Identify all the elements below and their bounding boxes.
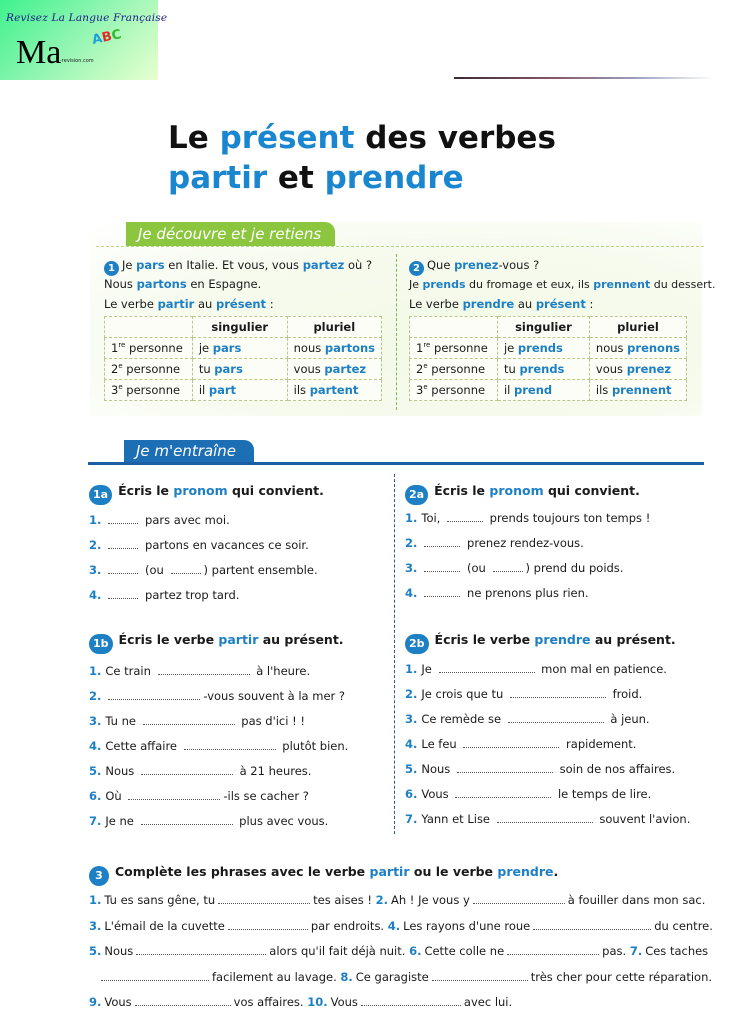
practice-rule <box>88 462 704 465</box>
exercise-1a-list <box>89 508 318 608</box>
answer-blank[interactable] <box>101 971 209 981</box>
exercise-3-line: 3. L'émail de la cuvette par endroits. 4. Les rayons d'une roue du centre. <box>89 918 713 933</box>
table-row: 1re personne je prends nous prenons <box>410 338 687 359</box>
exercise-3-line: 1. Tu es sans gêne, tu tes aises ! 2. Ah ! Je vous y à fouiller dans mon sac. <box>89 893 706 907</box>
practice-column-divider <box>394 474 395 834</box>
answer-blank[interactable] <box>108 514 138 524</box>
answer-blank[interactable] <box>455 788 551 798</box>
answer-blank[interactable] <box>510 688 606 698</box>
exercise-2b-heading: 2b Écris le verbe prendre au présent. <box>405 631 676 654</box>
discover-section-tab: Je découvre et je retiens <box>126 222 335 246</box>
list-item: 3. (ou ) prend du poids. <box>405 561 624 575</box>
page-title: Le présent des verbes partir et prendre <box>168 120 556 196</box>
top-divider <box>454 77 714 79</box>
logo-brand: Ma <box>16 34 62 71</box>
table-row: 2e personne tu pars vous partez <box>105 359 382 380</box>
list-item: 2. partons en vacances ce soir. <box>89 538 309 552</box>
list-item: 4. Le feu rapidement. <box>405 737 637 751</box>
list-item: 1. Je mon mal en patience. <box>405 662 667 676</box>
discover-rule <box>96 246 704 247</box>
answer-blank[interactable] <box>432 971 528 981</box>
exercise-2a-heading: 2a Écris le pronom qui convient. <box>405 482 640 505</box>
exercise-3-line: facilement au lavage. 8. Ce garagiste très cher pour cette réparation. <box>89 965 705 991</box>
list-item: 4. partez trop tard. <box>89 588 240 602</box>
exercise-badge: 1a <box>89 485 112 505</box>
list-item: 5. Nous soin de nos affaires. <box>405 762 676 776</box>
answer-blank[interactable] <box>108 564 138 574</box>
list-item: 2. Je crois que tu froid. <box>405 687 643 701</box>
exercise-badge: 3 <box>89 866 109 886</box>
number-badge: 1 <box>104 261 119 276</box>
answer-blank[interactable] <box>439 663 535 673</box>
answer-blank[interactable] <box>533 920 651 930</box>
answer-blank[interactable] <box>171 564 201 574</box>
list-item: 1. pars avec moi. <box>89 513 230 527</box>
table-row: 3e personne il prend ils prennent <box>410 380 687 401</box>
list-item: 6. Vous le temps de lire. <box>405 787 652 801</box>
answer-blank[interactable] <box>463 738 559 748</box>
answer-blank[interactable] <box>473 894 565 904</box>
list-item: 2. prenez rendez-vous. <box>405 536 584 550</box>
table-row: 2e personne tu prends vous prenez <box>410 359 687 380</box>
answer-blank[interactable] <box>108 539 138 549</box>
logo-domain: -revision.com <box>60 58 94 64</box>
exercise-3-line: 5. Nous alors qu'il fait déjà nuit. 6. Cette colle ne pas. 7. Ces taches <box>89 944 709 958</box>
answer-blank[interactable] <box>361 996 461 1006</box>
list-item: 1. Ce train à l'heure. <box>89 664 311 678</box>
answer-blank[interactable] <box>143 715 235 725</box>
answer-blank[interactable] <box>135 996 231 1006</box>
list-item: 4. ne prenons plus rien. <box>405 586 589 600</box>
discover-right-intro: 2 Que prenez-vous ? Je prends du fromage et eux, ils prennent du dessert. Le verbe prendre au présent : <box>409 258 716 311</box>
discover-left-intro: 1 Je pars en Italie. Et vous, vous partez où ? Nous partons en Espagne. Le verbe partir au présent : <box>104 258 373 311</box>
exercise-1b-list <box>89 659 348 834</box>
answer-blank[interactable] <box>218 894 310 904</box>
list-item: 5. Nous à 21 heures. <box>89 764 312 778</box>
answer-blank[interactable] <box>128 790 220 800</box>
answer-blank[interactable] <box>184 740 276 750</box>
answer-blank[interactable] <box>424 537 460 547</box>
list-item: 1. Toi, prends toujours ton temps ! <box>405 511 651 525</box>
exercise-2a-list <box>405 506 650 606</box>
logo-tagline: Revisez La Langue Française <box>6 12 168 24</box>
answer-blank[interactable] <box>447 512 483 522</box>
list-item: 7. Yann et Lise souvent l'avion. <box>405 812 691 826</box>
answer-blank[interactable] <box>158 665 250 675</box>
exercise-3-paragraph <box>89 888 713 1016</box>
discover-column-divider <box>396 254 397 410</box>
answer-blank[interactable] <box>497 813 593 823</box>
list-item: 7. Je ne plus avec vous. <box>89 814 329 828</box>
prendre-conjugation-table: singulier pluriel 1re personne je prends nous prenons 2e personne tu prends vous prenez 3e personne il prend ils prennent <box>409 316 687 401</box>
answer-blank[interactable] <box>424 587 460 597</box>
answer-blank[interactable] <box>141 815 233 825</box>
number-badge: 2 <box>409 261 424 276</box>
exercise-badge: 2b <box>405 634 429 654</box>
site-logo[interactable] <box>0 0 168 80</box>
answer-blank[interactable] <box>508 713 604 723</box>
answer-blank[interactable] <box>457 763 553 773</box>
list-item: 3. (ou ) partent ensemble. <box>89 563 318 577</box>
list-item: 4. Cette affaire plutôt bien. <box>89 739 349 753</box>
list-item: 3. Tu ne pas d'ici ! ! <box>89 714 305 728</box>
answer-blank[interactable] <box>424 562 460 572</box>
list-item: 3. Ce remède se à jeun. <box>405 712 650 726</box>
answer-blank[interactable] <box>493 562 523 572</box>
exercise-1a-heading: 1a Écris le pronom qui convient. <box>89 482 324 505</box>
exercise-3-heading: 3 Complète les phrases avec le verbe partir ou le verbe prendre. <box>89 863 558 886</box>
list-item: 6. Où -ils se cacher ? <box>89 789 309 803</box>
answer-blank[interactable] <box>141 765 233 775</box>
partir-conjugation-table: singulier pluriel 1re personne je pars nous partons 2e personne tu pars vous partez 3e personne il part ils partent <box>104 316 382 401</box>
exercise-badge: 2a <box>405 485 428 505</box>
table-row: 3e personne il part ils partent <box>105 380 382 401</box>
exercise-badge: 1b <box>89 634 113 654</box>
practice-section-tab: Je m'entraîne <box>124 440 254 462</box>
answer-blank[interactable] <box>507 945 599 955</box>
logo-abc-icon: ABC <box>90 27 123 48</box>
exercise-1b-heading: 1b Écris le verbe partir au présent. <box>89 631 344 654</box>
exercise-2b-list <box>405 657 690 832</box>
answer-blank[interactable] <box>108 690 200 700</box>
answer-blank[interactable] <box>228 920 308 930</box>
answer-blank[interactable] <box>108 589 138 599</box>
list-item: 2. -vous souvent à la mer ? <box>89 689 346 703</box>
exercise-3-line: 9. Vous vos affaires. 10. Vous avec lui. <box>89 995 513 1009</box>
table-row: 1re personne je pars nous partons <box>105 338 382 359</box>
answer-blank[interactable] <box>136 945 266 955</box>
